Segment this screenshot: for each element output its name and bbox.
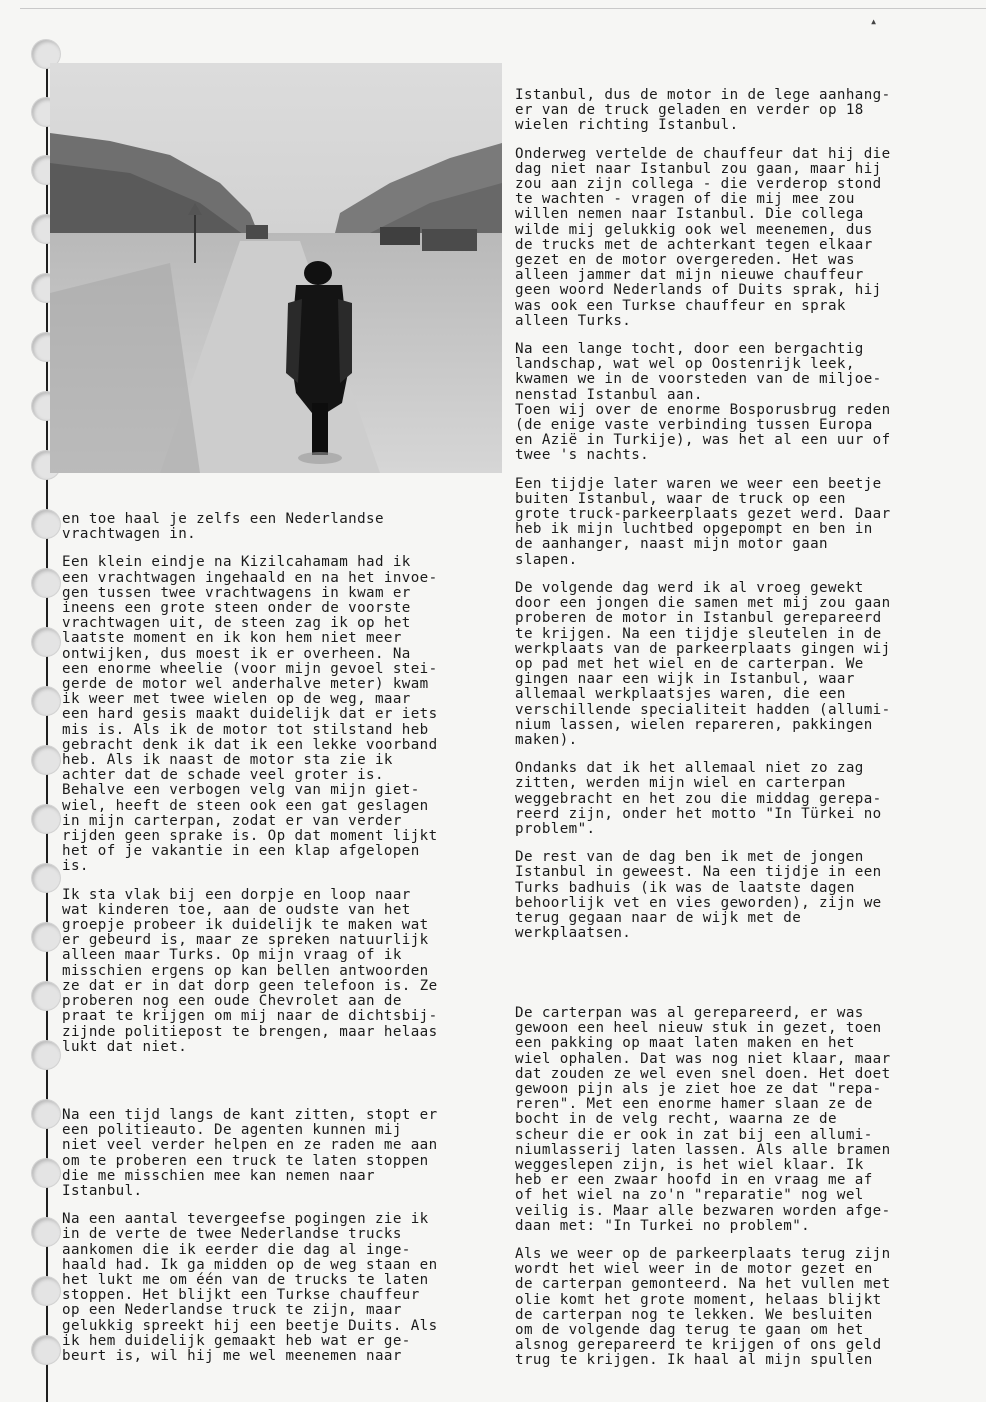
paragraph: Als we weer op de parkeerplaats terug zijn wordt het wiel weer in de motor gezet en de carterpan gemonteerd. Na het vullen met olie komt het grote moment, helaas blijkt de carterpan nog te lekken. We besluiten om de volgende dag terug te gaan om het alsnog gerepareerd te krijgen of ons geld trug te krijgen. Ik haal al mijn spullen	[515, 1246, 891, 1369]
paragraph: Een tijdje later waren we weer een beetje buiten Istanbul, waar de truck op een grote truck-parkeerplaats gezet werd. Daar heb ik mijn luchtbed opgepompt en ben in de aanhanger, naast mijn motor gaan slapen.	[515, 475, 891, 568]
binder-hole	[32, 510, 60, 538]
scan-edge	[20, 8, 986, 9]
binder-hole	[32, 1277, 60, 1305]
binder-hole	[32, 1336, 60, 1364]
right-column-lower	[515, 1006, 945, 1382]
binder-hole	[32, 1041, 60, 1069]
binder-hole	[32, 982, 60, 1010]
binder-hole	[32, 569, 60, 597]
paragraph: Ondanks dat ik het allemaal niet zo zag zitten, werden mijn wiel en carterpan weggebracht en het zou die middag gerepa- reerd zijn, onder het motto "In Türkei no problem".	[515, 760, 882, 837]
paragraph: De rest van de dag ben ik met de jongen Istanbul in geweest. Na een tijdje in een Turks badhuis (ik was de laatste dagen behoorlijk vet en vies geworden), zijn we terug gegaan naar de wijk met de werkplaatsen.	[515, 849, 882, 942]
paragraph-intro: en toe haal je zelfs een Nederlandse vrachtwagen in.	[62, 511, 384, 543]
binder-hole	[32, 805, 60, 833]
paragraph: De volgende dag werd ik al vroeg gewekt door een jongen die samen met mij zou gaan proberen de motor in Istanbul gerepareerd te krijgen. Na een tijdje sleutelen in de werkplaats van de parkeerplaats gingen wij op pad met het wiel en de carterpan. We gingen naar een wijk in Istanbul, waar allemaal werkplaatsjes waren, die een verschillende specialiteit hadden (allumi- nium lassen, wielen repareren, pakkingen maken).	[515, 579, 891, 748]
paragraph: Na een aantal tevergeefse pogingen zie ik in de verte de twee Nederlandse trucks aankomen die ik eerder die dag al inge- haald had. Ik ga midden op de weg staan en het lukt me om één van de trucks te laten stoppen. Het blijkt een Turkse chauffeur op een Nederlandse truck te zijn, maar gelukkig spreekt hij een beetje Duits. Als ik hem duidelijk gemaakt heb wat er ge- beurt is, wil hij me wel meenemen naar	[62, 1211, 438, 1365]
binder-hole	[32, 628, 60, 656]
paragraph: Na een lange tocht, door een bergachtig landschap, wat wel op Oostenrijk leek, kwamen we in de voorsteden van de miljoe- nenstad Istanbul aan. Toen wij over de enorme Bosporusbrug reden (de enige vaste verbinding tussen Europa en Azië in Turkije), was het al een uur of twee 's nachts.	[515, 341, 891, 464]
scan-mark: ▴	[870, 14, 878, 28]
paragraph: Een klein eindje na Kizilcahamam had ik een vrachtwagen ingehaald en na het invoe- gen tussen twee vrachtwagens in kwam er ineens een grote steen onder de voorste vrachtwagen uit, de steen zag ik op het laatste moment en ik kon hem niet meer ontwijken, dus moest ik er overheen. Na een enorme wheelie (voor mijn gevoel stei- gerde de motor wel anderhalve meter) kwam ik weer met twee wielen op de weg, maar een hard gesis maakt duidelijk dat er iets mis is. Als ik de motor tot stilstand heb gebracht denk ik dat ik een lekke voorband heb. Als ik naast de motor sta zie ik achter dat de schade veel groter is. Behalve een verbogen velg van mijn giet- wiel, heeft de steen ook een gat geslagen in mijn carterpan, zodat er van verder rijden geen sprake is. Op dat moment lijkt het of je vakantie in een klap afgelopen is.	[62, 554, 438, 875]
paragraph: Na een tijd langs de kant zitten, stopt er een politieauto. De agenten kunnen mij niet veel verder helpen en ze raden me aan om te proberen een truck te laten stoppen die me misschien mee kan nemen naar Istanbul.	[62, 1107, 438, 1200]
paragraph: Ik sta vlak bij een dorpje en loop naar wat kinderen toe, aan de oudste van het groepje probeer ik duidelijk te maken wat er gebeurd is, maar ze spreken natuurlijk alleen maar Turks. Op mijn vraag of ik misschien ergens op kan bellen antwoorden ze dat er in dat dorp geen telefoon is. Ze proberen nog een oude Chevrolet aan de praat te krijgen om mij naar de dichtsbij- zijnde politiepost te brengen, maar helaas lukt dat niet.	[62, 886, 438, 1055]
binder-hole	[32, 923, 60, 951]
binder-hole	[32, 864, 60, 892]
motorcycle-road-photo	[50, 63, 502, 473]
paragraph: Onderweg vertelde de chauffeur dat hij die dag niet naar Istanbul zou gaan, maar hij zou aan zijn collega - die verderop stond te wachten - vragen of die mij mee zou willen nemen naar Istanbul. Die collega wilde mij gelukkig ook wel meenemen, dus de trucks met de achterkant tegen elkaar gezet en de motor overgereden. Het was alleen jammer dat mijn nieuwe chauffeur geen woord Nederlands of Duits sprak, hij was ook een Turkse chauffeur en sprak alleen Turks.	[515, 145, 891, 329]
binder-hole	[32, 1218, 60, 1246]
paragraph: De carterpan was al gerepareerd, er was gewoon een heel nieuw stuk in gezet, toen een pakking op maat laten maken en het wiel ophalen. Dat was nog niet klaar, maar dat zouden ze wel even snel doen. Het doet gewoon pijn als je ziet hoe ze dat "repa- reren". Met een enorme hamer slaan ze de bocht in de velg recht, waarna ze de scheur die er ook in zat bij een allumi- niumlasserij laten lassen. Als alle bramen weggeslepen zijn, is het wiel klaar. Ik heb er een zwaar hoofd in en vraag me af of het wiel na zo'n "reparatie" nog wel veilig is. Maar alle bezwaren worden afge- daan met: "In Turkei no problem".	[515, 1005, 891, 1234]
binder-hole	[32, 1100, 60, 1128]
binder-hole	[32, 746, 60, 774]
left-column-lower	[62, 1108, 490, 1377]
binder-hole	[32, 687, 60, 715]
binder-margin-line	[46, 64, 48, 1402]
left-column	[62, 512, 490, 1068]
photo-image	[50, 63, 502, 473]
paragraph: Istanbul, dus de motor in de lege aanhang- er van de truck geladen en verder op 18 wielen richting Istanbul.	[515, 87, 891, 134]
binder-hole	[32, 1159, 60, 1187]
right-column	[515, 88, 945, 954]
